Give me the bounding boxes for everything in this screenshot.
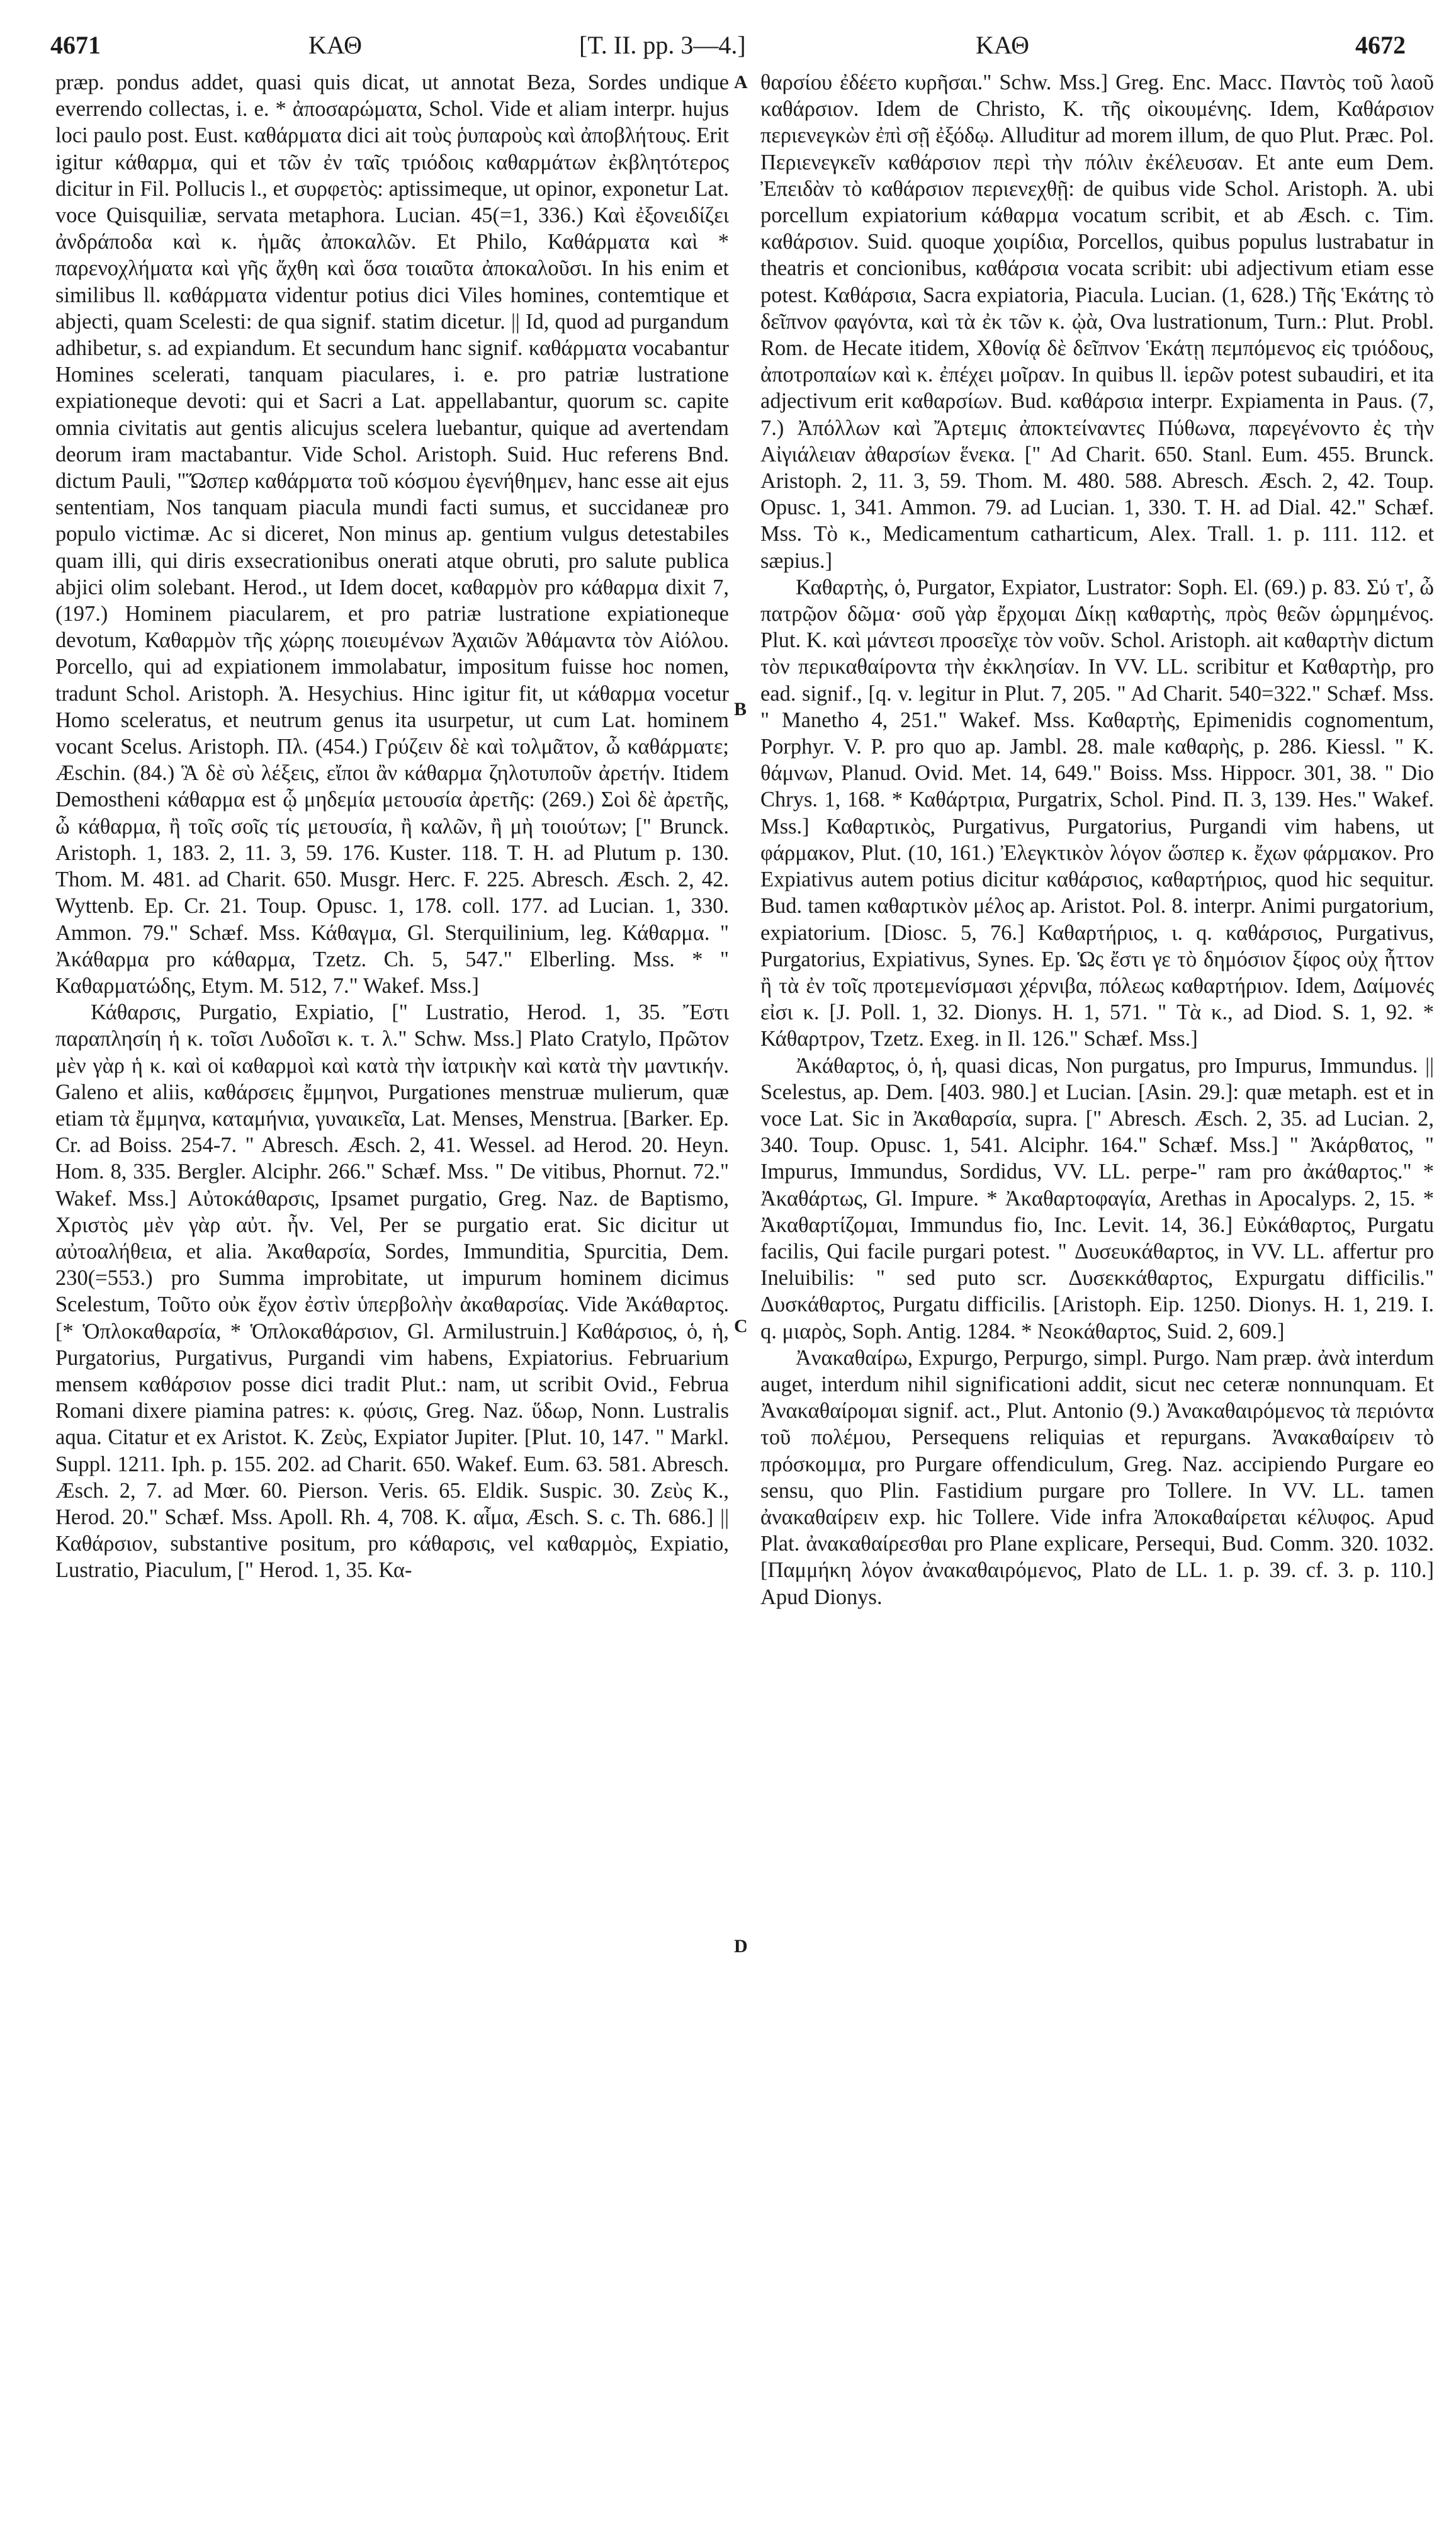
- left-paragraph: præp. pondus addet, quasi quis dicat, ut annotat Beza, Sordes undique everrendo collectas, i. e. * ἀποσαρώματα, Schol. Vide et aliam interpr. hujus loci paulo post. Eust. καθάρματα dici ait τοὺς ῥυπαροὺς καὶ ἀποβλήτους. Erit igitur κάθαρμα, qui et τῶν ἐν ταῖς τριόδοις καθαρμάτων ἐκβλητότερος dicitur in Fil. Pollucis l., et συρφετὸς: aptissimeque, ut opinor, exponetur Lat. voce Quisquiliæ, servata metaphora. Lucian. 45(=1, 336.) Καὶ ἐξονειδίζει ἀνδράποδα καὶ κ. ἡμᾶς ἀποκαλῶν. Et Philo, Καθάρματα καὶ * παρενοχλήματα καὶ γῆς ἄχθη καὶ ὅσα τοιαῦτα ἀποκαλοῦσι. In his enim et similibus ll. καθάρματα videntur potius dici Viles homines, contemtique et abjecti, quam Scelesti: de qua signif. statim dicetur. || Id, quod ad purgandum adhibetur, s. ad expiandum. Et secundum hanc signif. καθάρματα vocabantur Homines scelerati, tanquam piaculares, i. e. pro patriæ lustratione expiationeque devoti: qui et Sacri a Lat. appellabantur, quorum sc. capite omnia civitatis aut gentis alicujus scelera luebantur, quique ad avertendam deorum iram mactabantur. Vide Schol. Aristoph. Suid. Huc referens Bnd. dictum Pauli, "Ὥσπερ καθάρματα τοῦ κόσμου ἐγενήθημεν, hanc esse ait ejus sententiam, Nos tanquam piacula mundi facti sumus, et succidaneæ pro populo victimæ. Ac si diceret, Non minus ap. gentium vulgus detestabiles quam illi, qui diris exsecrationibus onerati atque obruti, pro salute publica abjici olim solebant. Herod., ut Idem docet, καθαρμὸν pro κάθαρμα dixit 7, (197.) Hominem piacularem, et pro patriæ lustratione expiationeque devotum, Καθαρμὸν τῆς χώρης ποιευμένων Ἀχαιῶν Ἀθάμαντα τὸν Αἰόλου. Porcello, qui ad expiationem immolabatur, impositum fuisse hoc nomen, tradunt Schol. Aristoph. Ἀ. Hesychius. Hinc igitur fit, ut κάθαρμα vocetur Homo sceleratus, et neutrum genus ita usurpetur, ut cum Lat. hominem vocant Scelus. Aristoph. Πλ. (454.) Γρύζειν δὲ καὶ τολμᾶτον, ὦ καθάρματε; Æschin. (84.) Ἃ δὲ σὺ λέξεις, εἴποι ἂν κάθαρμα ζηλοτυποῦν ἀρετήν. Itidem Demostheni κάθαρμα est ᾧ μηδεμία μετουσία ἀρετῆς: (269.) Σοὶ δὲ ἀρετῆς, ὦ κάθαρμα, ἢ τοῖς σοῖς τίς μετουσία, ἢ καλῶν, ἢ μὴ τοιούτων; [" Brunck. Aristoph. 1, 183. 2, 11. 3, 59. 176. Kuster. 118. T. H. ad Plutum p. 130. Thom. M. 481. ad Charit. 650. Musgr. Herc. F. 225. Abresch. Æsch. 2, 42. Wyttenb. Ep. Cr. 21. Toup. Opusc. 1, 178. coll. 177. ad Lucian. 1, 330. Ammon. 79." Schæf. Mss. Κάθαγμα, Gl. Sterquilinium, leg. Κάθαρμα. " Ἀκάθαρμα pro κάθαρμα, Tzetz. Ch. 5, 547." Elberling. Mss. * " Καθαρματώδης, Etym. M. 512, 7." Wakef. Mss.]: [55, 71, 729, 998]
- volume-reference: [T. II. pp. 3—4.]: [579, 31, 746, 59]
- right-paragraph: Ἀκάθαρτος, ὁ, ἡ, quasi dicas, Non purgatus, pro Impurus, Immundus. || Scelestus, ap. Dem. [403. 980.] et Lucian. [Asin. 29.]: quæ metaph. est et in voce Lat. Sic in Ἀκαθαρσία, supra. [" Abresch. Æsch. 2, 35. ad Lucian. 2, 340. Toup. Opusc. 1, 541. Alciphr. 164." Schæf. Mss.] " Ἀκάρθατος, " Impurus, Immundus, Sordidus, VV. LL. perpe-" ram pro ἀκάθαρτος." * Ἀκαθάρτως, Gl. Impure. * Ἀκαθαρτοφαγία, Arethas in Apocalyps. 2, 15. * Ἀκαθαρτίζομαι, Immundus fio, Inc. Levit. 14, 36.] Εὐκάθαρτος, Purgatu facilis, Qui facile purgari potest. " Δυσευκάθαρτος, in VV. LL. affertur pro Ineluibilis: " sed puto scr. Δυσεκκάθαρτος, Expurgatu difficilis." Δυσκάθαρτος, Purgatu difficilis. [Aristoph. Eip. 1250. Dionys. H. 1, 219. I. q. μιαρὸς, Soph. Antig. 1284. * Νεοκάθαρτος, Suid. 2, 609.]: [760, 1053, 1434, 1343]
- right-paragraph: Καθαρτὴς, ὁ, Purgator, Expiator, Lustrator: Soph. El. (69.) p. 83. Σύ τ', ὦ πατρῷον δῶμα· σοῦ γὰρ ἔρχομαι Δίκῃ καθαρτὴς, πρὸς θεῶν ὡρμημένος. Plut. K. καὶ μάντεσι προσεῖχε τὸν νοῦν. Schol. Aristoph. ait καθαρτὴν dictum τὸν περικαθαίροντα τὴν ἐκκλησίαν. In VV. LL. scribitur et Καθαρτὴρ, pro ead. signif., [q. v. legitur in Plut. 7, 205. " Ad Charit. 540=322." Schæf. Mss. " Manetho 4, 251." Wakef. Mss. Καθαρτὴς, Epimenidis cognomentum, Porphyr. V. P. pro quo ap. Jambl. 28. male καθαρὴς, p. 286. Kiessl. " K. θάμνων, Planud. Ovid. Met. 14, 649." Boiss. Mss. Hippocr. 301, 38. " Dio Chrys. 1, 168. * Καθάρτρια, Purgatrix, Schol. Pind. Π. 3, 139. Hes." Wakef. Mss.] Καθαρτικὸς, Purgativus, Purgatorius, Purgandi vim habens, ut φάρμακον, Plut. (10, 161.) Ἐλεγκτικὸν λόγον ὥσπερ κ. ἔχων φάρμακον. Pro Expiativus autem potius dicitur καθάρσιος, καθαρτήριος, quod hic sequitur. Bud. tamen καθαρτικὸν μέλος ap. Aristot. Pol. 8. interpr. Animi purgatorium, expiatorium. [Diosc. 5, 76.] Καθαρτήριος, ι. q. καθάρσιος, Purgativus, Purgatorius, Expiativus, Synes. Ep. Ὡς ἔστι γε τὸ δημόσιον ξίφος οὐχ ἧττον ἢ τὰ ἐν τοῖς προτεμενίσμασι χέρνιβα, πόλεως καθαρτήριον. Idem, Δαίμονές εἰσι κ. [J. Poll. 1, 32. Dionys. H. 1, 571. " Τὰ κ., ad Diod. S. 1, 92. * Κάθαρτρον, Tzetz. Exeg. in Il. 126." Schæf. Mss.]: [760, 575, 1434, 1051]
- left-page-number: 4671: [50, 31, 101, 59]
- right-headword: ΚΑΘ: [976, 31, 1030, 59]
- right-page-number: 4672: [1355, 31, 1406, 59]
- left-headword: ΚΑΘ: [308, 31, 363, 59]
- right-paragraph: Ἀνακαθαίρω, Expurgo, Perpurgo, simpl. Purgo. Nam præp. ἀνὰ interdum auget, interdum nihil significationi addit, sicut nec ceteræ nonnunquam. Et Ἀνακαθαίρομαι signif. act., Plut. Antonio (9.) Ἀνακαθαιρόμενος τὰ περιόντα τοῦ πολέμου, Persequens reliquias et repurgans. Ἀνακαθαίρειν τὸ πρόσκομμα, pro Purgare offendiculum, Greg. Naz. accipiendo Purgare eo sensu, quo Plin. Fastidium purgare pro Tollere. In VV. LL. tamen ἀνακαθαίρειν exp. hic Tollere. Vide infra Ἀποκαθαίρεται κέλυφος. Apud Plat. ἀνακαθαίρεσθαι pro Plane explicare, Persequi, Bud. Comm. 320. 1032. [Παμμήκη λόγον ἀνακαθαιρόμενος, Plato de LL. 1. p. 39. cf. 3. p. 110.] Apud Dionys.: [760, 1345, 1434, 1609]
- section-letter-d: D: [734, 1936, 748, 1957]
- section-markers: [734, 69, 759, 2512]
- right-paragraph: θαρσίου ἐδέετο κυρῆσαι." Schw. Mss.] Greg. Enc. Macc. Παντὸς τοῦ λαοῦ καθάρσιον. Idem de Christo, K. τῆς οἰκουμένης. Idem, Καθάρσιον περιενεγκὼν ἐπὶ σῇ ἐξόδῳ. Alluditur ad morem illum, de quo Plut. Præc. Pol. Περιενεγκεῖν καθάρσιον περὶ τὴν πόλιν ἐκέλευσαν. Et ante eum Dem. Ἐπειδὰν τὸ καθάρσιον περιενεχθῇ: de quibus vide Schol. Aristoph. Ἀ. ubi porcellum expiatorium κάθαρμα vocatum scribit, et ab Æsch. c. Tim. καθάρσιον. Suid. quoque χοιρίδια, Porcellos, quibus populus lustrabatur in theatris et concionibus, καθάρσια vocata scribit: ubi adjectivum etiam esse potest. Καθάρσια, Sacra expiatoria, Piacula. Lucian. (1, 628.) Τῆς Ἑκάτης τὸ δεῖπνον φαγόντα, καὶ τὰ ἐκ τῶν κ. ᾠὰ, Ova lustrationum, Turn.: Plut. Probl. Rom. de Hecate itidem, Χθονίᾳ δὲ δεῖπνον Ἑκάτῃ πεμπόμενος εἰς τριόδους, ἀποτροπαίων καὶ κ. ἐπέχει μοῖραν. In quibus ll. ἱερῶν potest subaudiri, et ita adjectivum erit καθαρσίων. Bud. καθάρσια interpr. Expiamenta in Paus. (7, 7.) Ἀπόλλων καὶ Ἄρτεμις ἀποκτείναντες Πύθωνα, παρεγένοντο ἐς τὴν Αἰγιάλειαν ἀθαρσίων ἕνεκα. [" Ad Charit. 650. Stanl. Eum. 455. Brunck. Aristoph. 2, 11. 3, 59. Thom. M. 480. 588. Abresch. Æsch. 2, 42. Toup. Opusc. 1, 341. Ammon. 79. ad Lucian. 1, 330. T. H. ad Dial. 42." Schæf. Mss. Τὸ κ., Medicamentum catharticum, Alex. Trall. 1. p. 111. 112. et sæpius.]: [760, 71, 1434, 573]
- left-paragraph: Κάθαρσις, Purgatio, Expiatio, [" Lustratio, Herod. 1, 35. Ἔστι παραπλησίη ἡ κ. τοῖσι Λυδοῖσι κ. τ. λ." Schw. Mss.] Plato Cratylo, Πρῶτον μὲν γὰρ ἡ κ. καὶ οἱ καθαρμοὶ καὶ κατὰ τὴν ἰατρικὴν καὶ κατὰ τὴν μαντικήν. Galeno et aliis, καθάρσεις ἔμμηνοι, Purgationes menstruæ mulierum, quæ etiam τὰ ἔμμηνα, καταμήνια, γυναικεῖα, Lat. Menses, Menstrua. [Barker. Ep. Cr. ad Boiss. 254-7. " Abresch. Æsch. 2, 41. Wessel. ad Herod. 20. Heyn. Hom. 8, 335. Bergler. Alciphr. 266." Schæf. Mss. " De vitibus, Phornut. 72." Wakef. Mss.] Αὐτοκάθαρσις, Ipsamet purgatio, Greg. Naz. de Baptismo, Χριστὸς μὲν γὰρ αὐτ. ἦν. Vel, Per se purgatio erat. Sic dicitur ut αὐτοαλήθεια, et alia. Ἀκαθαρσία, Sordes, Immunditia, Spurcitia, Dem. 230(=553.) pro Summa improbitate, ut impurum hominem dicimus Scelestum, Τοῦτο οὐκ ἔχον ἐστὶν ὑπερβολὴν ἀκαθαρσίας. Vide Ἀκάθαρτος. [* Ὁπλοκαθαρσία, * Ὁπλοκαθάρσιον, Gl. Armilustruin.] Καθάρσιος, ὁ, ἡ, Purgatorius, Purgativus, Purgandi vim habens, Expiatorius. Februarium mensem καθάρσιον posse dici tradit Plut.: nam, ut scribit Ovid., Februa Romani dixere piamina patres: κ. φύσις, Greg. Naz. ὕδωρ, Nonn. Lustralis aqua. Citatur et ex Aristot. K. Ζεὺς, Expiator Jupiter. [Plut. 10, 147. " Markl. Suppl. 1211. Iph. p. 155. 202. ad Charit. 650. Wakef. Eum. 63. 581. Abresch. Æsch. 2, 7. ad Mœr. 60. Pierson. Veris. 65. Eldik. Suspic. 30. Ζεὺς K., Herod. 20." Schæf. Mss. Apoll. Rh. 4, 708. K. αἷμα, Æsch. S. c. Th. 686.] || Καθάρσιον, substantive positum, pro κάθαρσις, vel καθαρμὸς, Expiatio, Lustratio, Piaculum, [" Herod. 1, 35. Κα-: [55, 1000, 729, 1583]
- section-letter-c: C: [734, 1316, 748, 1337]
- left-column: [55, 69, 729, 2512]
- section-letter-b: B: [734, 699, 747, 720]
- running-header: [50, 24, 1406, 68]
- section-letter-a: A: [734, 72, 748, 93]
- right-column: [760, 69, 1434, 2512]
